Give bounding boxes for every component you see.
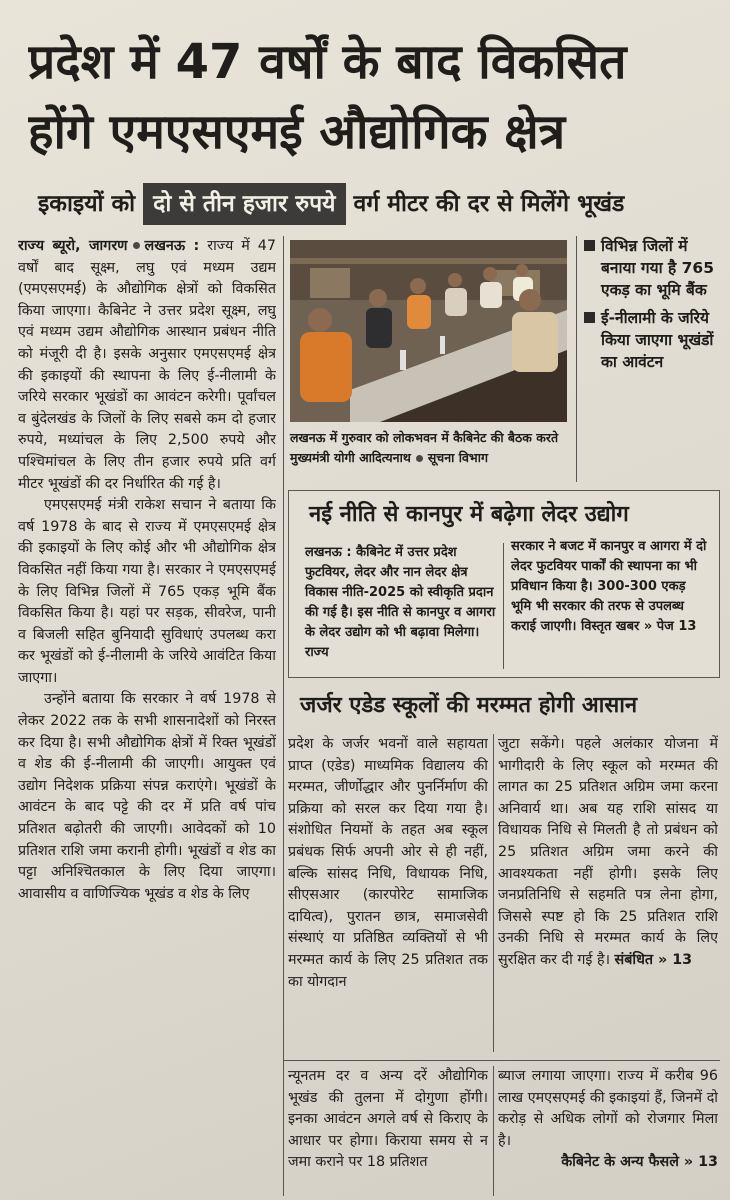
schools-headline: जर्जर एडेड स्कूलों की मरम्मत होगी आसान (300, 693, 638, 718)
schools-col-2-text: जुटा सकेंगे। पहले अलंकार योजना में भागीदारी के लिए स्कूल को मरम्मत की लागत का 25 प्रतिशत अग्रिम जमा करना अनिवार्य था। अब यह राशि सांसद या विधायक निधि से मिलती है तो प्रबंधन को 25 प्रतिशत अग्रिम जमा करने की आवश्यकता नहीं होगी। इसके लिए जनप्रतिनिधि से सहमति पत्र लेना होगा, जिससे स्पष्ट हो कि 25 प्रतिशत राशि उनकी निधि से मरम्मत कार्य के लिए सुरक्षित कर दी गई है। (498, 736, 718, 968)
main-story-p2: एमएसएमई मंत्री राकेश सचान ने बताया कि वर्ष 1978 के बाद से राज्य में एमएसएमई क्षेत्र की इकाइयों के लिए कोई और भी औद्योगिक क्षेत्र विकसित नहीं किया गया है। सरकार ने एमएसएमई के लिए विभिन्न जिलों में 765 एकड़ भूमि बैंक विकसित किया है। यहां पर सड़क, सीवरेज, पानी व बिजली सहित बुनियादी सुविधाएं उपलब्ध करा कर भूखंडों को ई-नीलामी के जरिये आवंटित किया जाएगा। (18, 497, 276, 686)
main-story-p3: उन्होंने बताया कि सरकार ने वर्ष 1978 से लेकर 2022 तक के सभी शासनादेशों को निरस्त कर दिया है। सभी औद्योगिक क्षेत्रों में रिक्त भूखंडों व शेड की ई-नीलामी की जाएगी। आयुक्त एवं उद्योग निदेशक प्रक्रिया संपन्न कराएंगे। भूखंडों के आवंटन के बाद पट्टे की दर में प्रति वर्ष पांच प्रतिशत बढ़ोतरी की जाएगी। आवेदकों को 10 प्रतिशत राशि जमा करानी होगी। भूखंडों व शेड का पट्टा अनिश्चितकाल के लिए दिया जाएगा। आवासीय व वाणिज्यिक भूखंड व शेड के लिए (18, 691, 276, 902)
square-bullet-icon (584, 240, 595, 251)
schools-col-2-paragraph (498, 734, 718, 972)
schools-page-ref: संबंधित » 13 (614, 951, 693, 968)
byline: राज्य ब्यूरो, जागरण (18, 238, 128, 254)
highlight-item (584, 307, 720, 373)
bullet-dot-icon (133, 242, 140, 249)
main-story-continuation-b (498, 1066, 718, 1196)
column-divider (283, 236, 284, 1196)
continuation-divider (493, 1066, 494, 1196)
leather-page-ref: विस्तृत खबर » पेज 13 (580, 619, 697, 634)
highlight-item (584, 235, 720, 301)
sub-headline-post: वर्ग मीटर की दर से मिलेंगे भूखंड (353, 191, 625, 217)
main-story-continuation-a (288, 1066, 488, 1196)
square-bullet-icon (584, 312, 595, 323)
box-column-divider (503, 543, 504, 669)
cabinet-meeting-photo (290, 240, 567, 422)
photo-caption (290, 428, 570, 468)
headline-line-2: होंगे एमएसएमई औद्योगिक क्षेत्र (28, 104, 566, 160)
schools-col-2 (498, 734, 718, 1060)
photo-caption-text: लखनऊ में गुरुवार को लोकभवन में कैबिनेट की बैठक करते मुख्यमंत्री योगी आदित्यनाथ (290, 430, 559, 465)
leather-col-2 (511, 537, 709, 637)
cabinet-meeting-image (290, 240, 567, 422)
schools-col-1-text: प्रदेश के जर्जर भवनों वाले सहायता प्राप्त (एडेड) माध्यमिक विद्यालय की मरम्मत, जीर्णोद्धार और पुनर्निर्माण की प्रक्रिया को सरल कर दिया गया है। संशोधित नियमों के तहत अब स्कूल प्रबंधक सिर्फ अपनी ओर से ही नहीं, बल्कि सांसद निधि, विधायक निधि, सीएसआर (कारपोरेट सामाजिक दायित्व), पुरातन छात्र, समाजसेवी संस्थाएं या प्रतिष्ठित व्यक्तियों से भी मरम्मत कार्य के लिए 25 प्रतिशत तक का योगदान (288, 736, 488, 990)
highlight-text: ई-नीलामी के जरिये किया जाएगा भूखंडों का आवंटन (601, 309, 714, 371)
schools-column-divider (493, 734, 494, 1052)
main-story-column (18, 236, 276, 1078)
bullet-divider (576, 236, 577, 482)
photo-credit: सूचना विभाग (427, 450, 488, 465)
highlights-list (584, 235, 720, 379)
leather-col-1: लखनऊ : कैबिनेट में उत्तर प्रदेश फुटवियर, लेदर और नान लेदर क्षेत्र विकास नीति-2025 को स्वीकृति प्रदान की गई है। इस नीति से कानपुर व आगरा के लेदर उद्योग को भी बढ़ावा मिलेगा। राज्य (305, 545, 496, 660)
highlight-text: विभिन्न जिलों में बनाया गया है 765 एकड़ का भूमि बैंक (601, 237, 714, 299)
sub-headline-highlight: दो से तीन हजार रुपये (143, 183, 345, 225)
main-story-p1 (18, 236, 276, 495)
leather-col-2-text: सरकार ने बजट में कानपुर व आगरा में दो लेदर फुटवियर पार्कों की स्थापना का भी प्रविधान किया है। 300-300 एकड़ भूमि भी सरकार की तरफ से उपलब्ध कराई जाएगी। (511, 539, 707, 634)
headline-line-1: प्रदेश में 47 वर्षों के बाद विकसित (28, 34, 627, 90)
leather-headline: नई नीति से कानपुर में बढ़ेगा लेदर उद्योग (309, 502, 629, 527)
main-story-page-ref: कैबिनेट के अन्य फैसले » 13 (561, 1154, 718, 1171)
sub-headline (38, 182, 728, 226)
schools-col-1 (288, 734, 488, 1060)
leather-industry-box (288, 490, 720, 678)
bullet-dot-icon (416, 455, 423, 462)
main-story-cont-a-text: न्यूनतम दर व अन्य दरें औद्योगिक भूखंड की तुलना में दोगुणा होंगी। इनका आवंटन अगले वर्ष से किराए के आधार पर होगा। किराया समय से न जमा कराने पर 18 प्रतिशत (288, 1068, 488, 1171)
sub-headline-pre: इकाइयों को (38, 191, 136, 217)
dateline: लखनऊ : (144, 238, 200, 254)
main-story-cont-b-text: ब्याज लगाया जाएगा। राज्य में करीब 96 लाख एमएसएमई की इकाइयां हैं, जिनमें दो करोड़ से अधिक लोगों को रोजगार मिला है। (498, 1068, 718, 1149)
main-story-p1-text: राज्य में 47 वर्षों बाद सूक्ष्म, लघु एवं मध्यम उद्यम (एमएसएमई) के औद्योगिक क्षेत्रों को विकसित किया जाएगा। कैबिनेट ने उत्तर प्रदेश सूक्ष्म, लघु एवं मध्यम उद्यम औद्योगिक आस्थान प्रबंधन नीति को मंजूरी दी है। इसके अनुसार एमएसएमई क्षेत्र की इकाइयों की स्थापना के लिए ई-नीलामी के जरिये सरकार भूखंडों का आवंटन करेगी। पूर्वांचल व बुंदेलखंड के जिलों के लिए सबसे कम दो हजार रुपये, मध्यांचल के लिए 2,500 रुपये और पश्चिमांचल के लिए तीन हजार रुपये प्रति वर्ग मीटर भूखंडों की दर निर्धारित की गई है। (18, 238, 276, 492)
section-divider (283, 1060, 720, 1061)
